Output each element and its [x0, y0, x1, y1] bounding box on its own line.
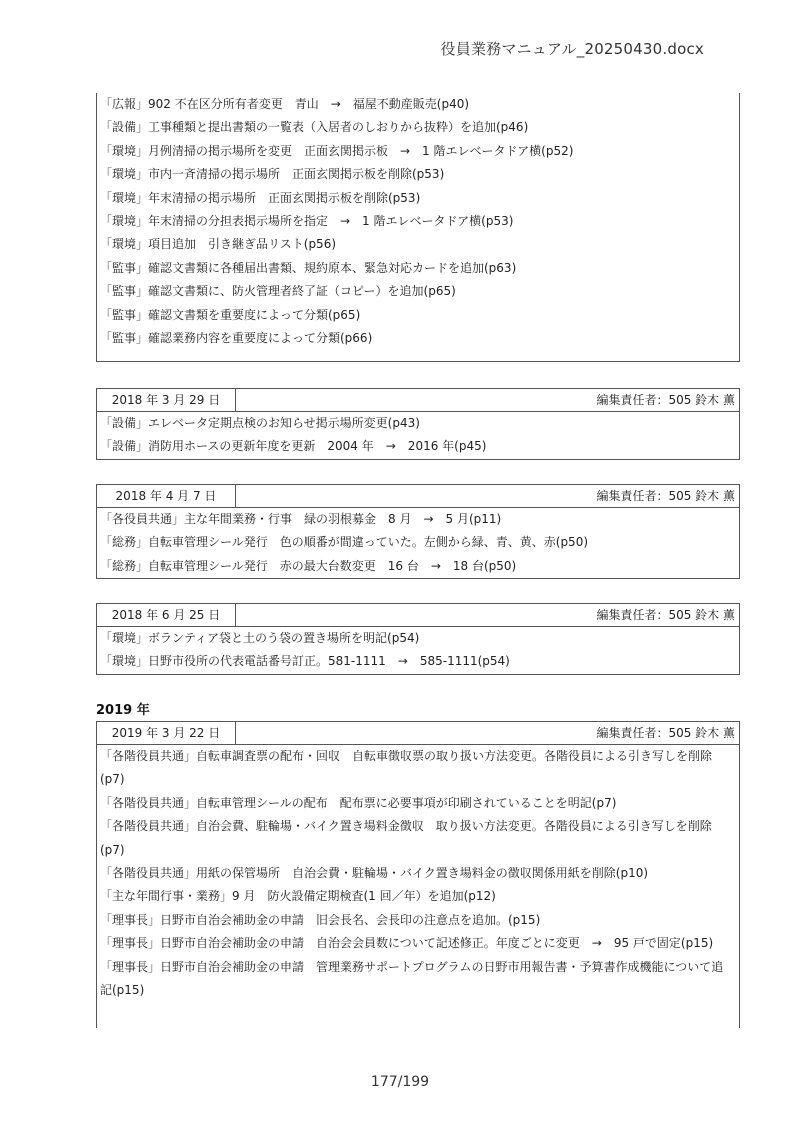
revision-header: [97, 604, 739, 627]
revision-block-2018-04-07: [96, 484, 740, 579]
editor-label: 編集責任者：505 鈴木 薫: [596, 489, 735, 503]
revision-entry: 「主な年間行事・業務」9 月 防火設備定期検査(1 回／年）を追加(p12): [100, 889, 496, 904]
revision-date: 2019 年 3 月 22 日: [97, 722, 236, 744]
revision-block-continued: [96, 93, 740, 362]
revision-entry: 「各階役員共通」自治会費、駐輪場・バイク置き場料金徴収 取り扱い方法変更。各階役員による引き写しを削除(p7): [100, 819, 712, 857]
revision-entry: 「環境」ボランティア袋と土のう袋の置き場所を明記(p54): [100, 631, 420, 645]
revision-entry: 「監事」確認文書類に各種届出書類、規約原本、緊急対応カードを追加(p63): [100, 260, 517, 275]
editor-label: 編集責任者：505 鈴木 薫: [596, 393, 735, 407]
revision-block-2018-06-25: [96, 603, 740, 675]
revision-date: 2018 年 3 月 29 日: [97, 389, 236, 411]
revision-entry: 「環境」月例清掃の掲示場所を変更 正面玄関掲示板 → 1 階エレベータドア横(p52): [100, 143, 574, 158]
revision-date: 2018 年 6 月 25 日: [97, 604, 236, 626]
year-heading: 2019 年: [96, 703, 150, 718]
revision-entry: 「各階役員共通」用紙の保管場所 自治会費・駐輪場・バイク置き場料金の徴収関係用紙を削除(p10): [100, 866, 649, 881]
file-header: 役員業務マニュアル_20250430.docx: [440, 40, 704, 58]
revision-entry: 「設備」工事種類と提出書類の一覧表（入居者のしおりから抜粋）を追加(p46): [100, 120, 529, 135]
revision-date: 2018 年 4 月 7 日: [97, 485, 236, 507]
revision-entry: 「監事」確認業務内容を重要度によって分類(p66): [100, 331, 373, 346]
revision-entry: 「理事長」日野市自治会補助金の申請 自治会会員数について記述修正。年度ごとに変更 → 95 戸で固定(p15): [100, 936, 714, 951]
revision-entry: 「環境」年末清掃の掲示場所 正面玄関掲示板を削除(p53): [100, 190, 421, 205]
revision-entry: 「環境」項目追加 引き継ぎ品リスト(p56): [100, 237, 337, 252]
revision-entry: 「理事長」日野市自治会補助金の申請 管理業務サポートプログラムの日野市用報告書・予算書作成機能について追記(p15): [100, 959, 724, 998]
revision-entry: 「環境」市内一斉清掃の掲示場所 正面玄関掲示板を削除(p53): [100, 167, 445, 182]
revision-entry: 「理事長」日野市自治会補助金の申請 旧会長名、会長印の注意点を追加。(p15): [100, 912, 541, 927]
page-number: 177/199: [370, 1074, 430, 1090]
editor-label: 編集責任者：505 鈴木 薫: [596, 608, 735, 622]
revision-entry: 「設備」消防用ホースの更新年度を更新 2004 年 → 2016 年(p45): [100, 439, 487, 454]
revision-entry: 「環境」日野市役所の代表電話番号訂正。581-1111 → 585-1111(p54): [100, 654, 510, 669]
revision-entry: 「総務」自転車管理シール発行 色の順番が間違っていた。左側から緑、青、黄、赤(p50): [100, 535, 589, 550]
revision-entry: 「各役員共通」主な年間業務・行事 緑の羽根募金 8 月 → 5 月(p11): [100, 512, 502, 526]
revision-entry: 「監事」確認文書類を重要度によって分類(p65): [100, 307, 361, 322]
revision-entry: 「広報」902 不在区分所有者変更 青山 → 福屋不動産販売(p40): [100, 97, 470, 111]
revision-block-2018-03-29: [96, 388, 740, 460]
revision-entry: 「監事」確認文書類に、防火管理者終了証（コピー）を追加(p65): [100, 284, 456, 299]
revision-header: [97, 722, 739, 745]
editor-label: 編集責任者：505 鈴木 薫: [596, 726, 735, 740]
revision-entry: 「各階役員共通」自転車調査票の配布・回収 自転車徴収票の取り扱い方法変更。各階役員による引き写しを削除(p7): [100, 749, 713, 787]
revision-entry: 「設備」エレベータ定期点検のお知らせ掲示場所変更(p43): [100, 416, 420, 430]
revision-entry: 「環境」年末清掃の分担表掲示場所を指定 → 1 階エレベータドア横(p53): [100, 214, 514, 229]
revision-header: [97, 389, 739, 412]
revision-entry: 「総務」自転車管理シール発行 赤の最大台数変更 16 台 → 18 台(p50): [100, 558, 517, 573]
revision-header: [97, 485, 739, 508]
revision-block-2019-03-22: [96, 721, 740, 1028]
revision-entry: 「各階役員共通」自転車管理シールの配布 配布票に必要事項が印刷されていることを明記(p7): [100, 795, 617, 810]
